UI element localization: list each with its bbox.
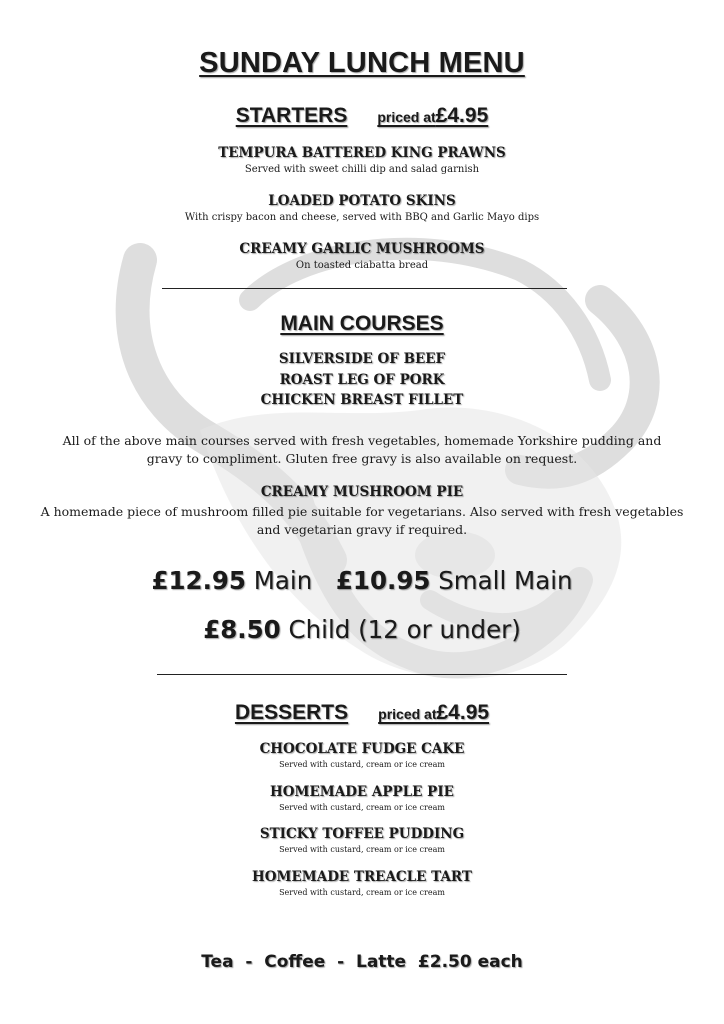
starters-price: £4.95 xyxy=(435,104,489,127)
starter-item-name: CREAMY GARLIC MUSHROOMS xyxy=(239,241,485,257)
divider-line xyxy=(157,674,567,675)
dessert-item-name: CHOCOLATE FUDGE CAKE xyxy=(259,741,465,757)
starter-item-name: LOADED POTATO SKINS xyxy=(268,193,456,209)
child-price: £8.50 xyxy=(203,615,281,644)
desserts-title: DESSERTS xyxy=(234,701,349,724)
starter-item-name: TEMPURA BATTERED KING PRAWNS xyxy=(218,145,506,161)
small-main-price: £10.95 xyxy=(335,566,431,595)
starters-priced-label: priced at xyxy=(377,109,436,125)
starters-title: STARTERS xyxy=(235,104,348,127)
child-price-label: Child (12 or under) xyxy=(288,615,521,644)
dessert-item-name: STICKY TOFFEE PUDDING xyxy=(259,826,465,842)
veg-item-name: CREAMY MUSHROOM PIE xyxy=(260,484,464,500)
desserts-price: £4.95 xyxy=(436,701,490,724)
starter-item-desc: On toasted ciabatta bread xyxy=(295,260,429,271)
starter-item-desc: Served with sweet chilli dip and salad garnish xyxy=(244,164,480,175)
starters-heading xyxy=(0,104,724,128)
desserts-priced-label: priced at xyxy=(378,706,437,722)
main-price: £12.95 xyxy=(151,566,246,595)
child-pricing-line xyxy=(0,615,724,644)
small-main-label: Small Main xyxy=(438,566,573,595)
drinks-line: Tea - Coffee - Latte £2.50 each xyxy=(201,952,523,972)
dessert-item-name: HOMEMADE TREACLE TART xyxy=(252,869,472,885)
mains-note: All of the above main courses served with fresh vegetables, homemade Yorkshire pudding and gravy to compliment. Gluten free gravy is also available on request. xyxy=(62,433,662,466)
divider-line xyxy=(162,288,567,289)
main-pricing-line xyxy=(0,566,724,595)
main-item: ROAST LEG OF PORK xyxy=(279,372,445,388)
desserts-heading xyxy=(0,701,724,725)
main-item: SILVERSIDE OF BEEF xyxy=(278,351,446,367)
main-price-label: Main xyxy=(253,566,313,595)
starter-item-desc: With crispy bacon and cheese, served with BBQ and Garlic Mayo dips xyxy=(184,212,540,223)
dessert-item-desc: Served with custard, cream or ice cream xyxy=(279,888,445,897)
dessert-item-desc: Served with custard, cream or ice cream xyxy=(279,845,445,854)
page-title: SUNDAY LUNCH MENU xyxy=(199,47,525,79)
mains-heading xyxy=(0,312,724,336)
dessert-item-desc: Served with custard, cream or ice cream xyxy=(279,760,445,769)
main-item: CHICKEN BREAST FILLET xyxy=(260,392,464,408)
dessert-item-name: HOMEMADE APPLE PIE xyxy=(270,784,454,800)
veg-item-desc: A homemade piece of mushroom filled pie suitable for vegetarians. Also served with fresh vegetables and vegetarian gravy if required. xyxy=(40,504,684,537)
mains-title: MAIN COURSES xyxy=(280,312,444,335)
dessert-item-desc: Served with custard, cream or ice cream xyxy=(279,803,445,812)
